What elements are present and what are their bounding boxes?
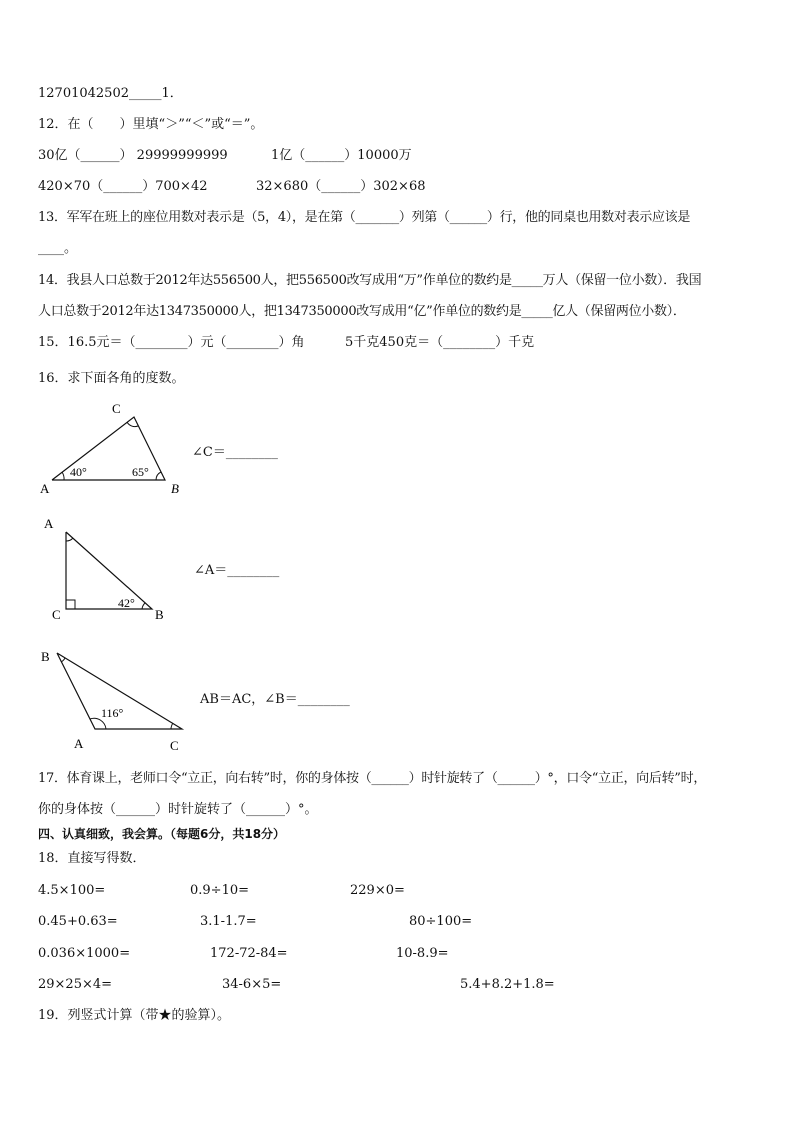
q15-a: 15．16.5元＝（________）元（________）角 — [38, 335, 305, 350]
triangle-2-vertex-a: A — [44, 516, 54, 531]
q18-item: 34-6×5= — [222, 977, 282, 992]
triangle-1-vertex-c: C — [112, 401, 121, 416]
q11-tail: 12701042502_____1． — [38, 86, 183, 101]
q17-line1: 17．体育课上，老师口令“立正，向右转”时，你的身体按（______）时针旋转了（______）°，口令“立正，向后转”时， — [38, 771, 707, 786]
q18-item: 10-8.9= — [396, 946, 449, 961]
triangle-1-vertex-b: B — [171, 481, 179, 496]
q18-title: 18．直接写得数． — [38, 851, 146, 866]
triangle-3-vertex-b: B — [41, 649, 50, 664]
q12-row1-a: 30亿（______） 29999999999 — [38, 148, 228, 163]
q18-item: 5.4+8.2+1.8= — [460, 977, 555, 992]
q18-item: 0.9÷10= — [190, 883, 250, 898]
triangle-3-figure — [38, 645, 198, 757]
q18-item: 29×25×4= — [38, 977, 113, 992]
triangle-1-question: ∠C＝________ — [192, 445, 278, 460]
q18-item: 0.45+0.63= — [38, 914, 118, 929]
triangle-2-vertex-b: B — [155, 607, 164, 622]
q12-title: 12．在（ ）里填“＞”“＜”或“＝”。 — [38, 117, 264, 132]
q15-b: 5千克450克＝（________）千克 — [345, 335, 535, 350]
triangle-1-figure — [38, 395, 198, 500]
triangle-3-vertex-a: A — [74, 736, 84, 751]
q12-row2-b: 32×680（______）302×68 — [256, 179, 426, 194]
q16-title: 16．求下面各角的度数。 — [38, 371, 185, 386]
triangle-2-vertex-c: C — [52, 607, 61, 622]
q18-item: 80÷100= — [409, 914, 473, 929]
q19-title: 19．列竖式计算（带★的验算）。 — [38, 1008, 231, 1023]
q18-item: 0.036×1000= — [38, 946, 131, 961]
q18-item: 3.1-1.7= — [200, 914, 257, 929]
triangle-3-vertex-c: C — [170, 738, 179, 753]
q12-row2-a: 420×70（______）700×42 — [38, 179, 208, 194]
triangle-3-question: AB＝AC，∠B＝________ — [200, 692, 350, 707]
q14-line2: 人口总数于2012年达1347350000人，把1347350000改写成用“亿”作单位的数约是_____亿人（保留两位小数）． — [38, 304, 686, 319]
triangle-3-angle-a: 116° — [101, 706, 124, 720]
q12-row1-b: 1亿（______）10000万 — [271, 148, 412, 163]
q14-line1: 14．我县人口总数于2012年达556500人，把556500改写成用“万”作单位的数约是_____万人（保留一位小数）．我国 — [38, 273, 702, 288]
q18-item: 172-72-84= — [210, 946, 288, 961]
q18-item: 4.5×100= — [38, 883, 106, 898]
q17-line2: 你的身体按（______）时针旋转了（______）°。 — [38, 802, 318, 817]
q13-line1: 13．军军在班上的座位用数对表示是（5，4），是在第（_______）列第（______）行，他的同桌也用数对表示应该是 — [38, 210, 691, 225]
triangle-2-angle-b: 42° — [118, 596, 135, 610]
section-4-heading: 四、认真细致，我会算。（每题6分，共18分） — [38, 827, 286, 841]
triangle-1-vertex-a: A — [40, 481, 50, 496]
q13-line2: ____。 — [38, 241, 78, 256]
q18-item: 229×0= — [350, 883, 405, 898]
triangle-1-angle-b: 65° — [132, 465, 149, 479]
triangle-2-question: ∠A＝________ — [194, 563, 280, 578]
triangle-1-angle-a: 40° — [70, 465, 87, 479]
triangle-2-figure — [38, 512, 178, 627]
